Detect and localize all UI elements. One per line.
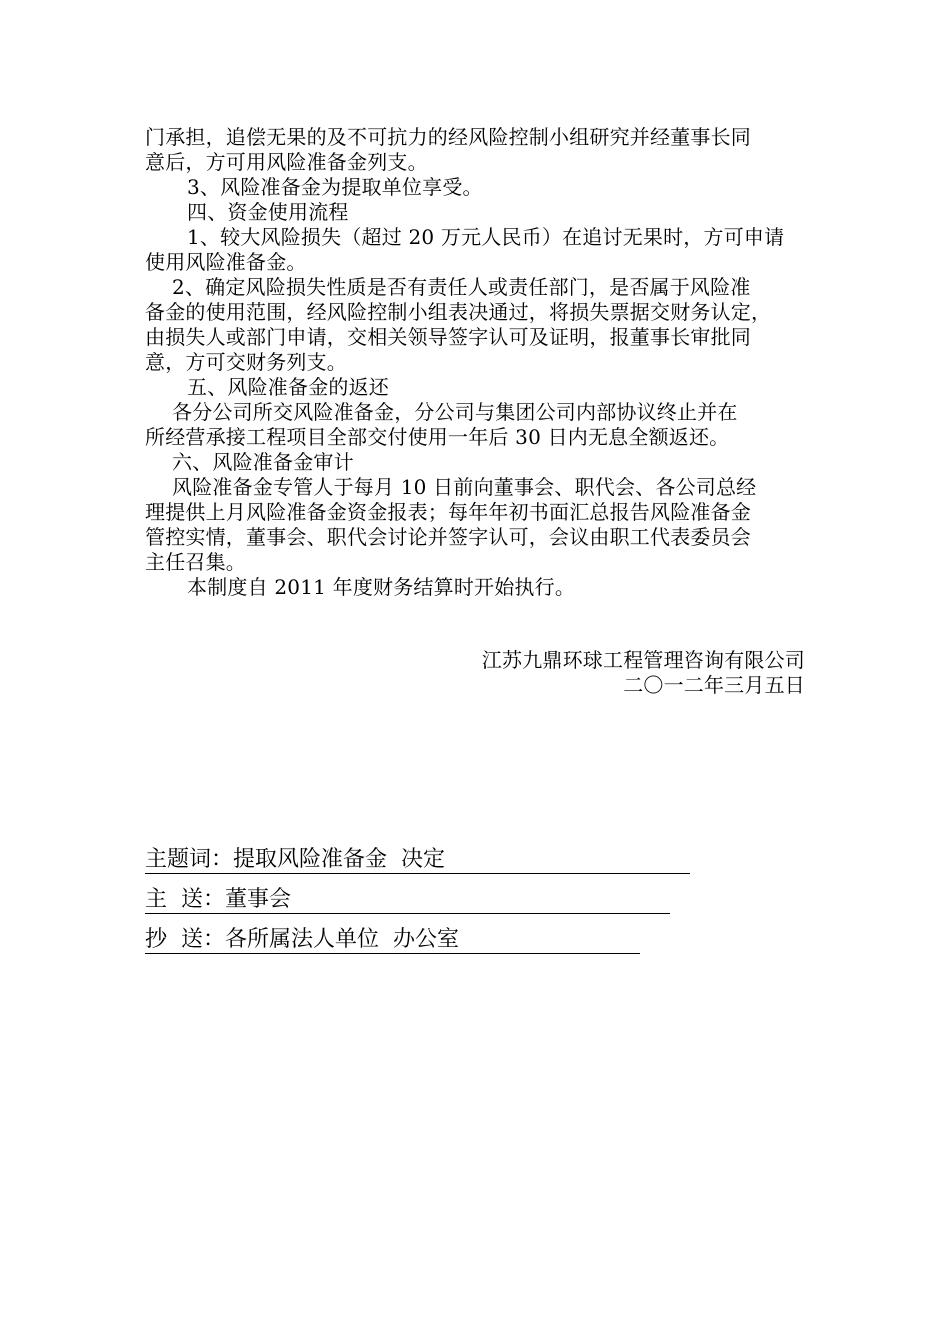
body-line: 意，方可交财务列支。 — [145, 350, 347, 374]
body-line: 理提供上月风险准备金资金报表；每年年初书面汇总报告风险准备金 — [145, 500, 751, 524]
body-line: 1、较大风险损失（超过 20 万元人民币）在追讨无果时，方可申请 — [187, 225, 785, 249]
body-line: 本制度自 2011 年度财务结算时开始执行。 — [187, 575, 576, 599]
body-line: 意后，方可用风险准备金列支。 — [145, 150, 428, 174]
section-heading: 五、风险准备金的返还 — [187, 375, 389, 399]
body-line: 2、确定风险损失性质是否有责任人或责任部门，是否属于风险准 — [172, 275, 751, 299]
body-line: 门承担，追偿无果的及不可抗力的经风险控制小组研究并经董事长同 — [145, 125, 751, 149]
body-line: 由损失人或部门申请，交相关领导签字认可及证明，报董事长审批同 — [145, 325, 751, 349]
keywords-line: 主题词：提取风险准备金 决定 — [145, 845, 690, 874]
signature-date: 二〇一二年三月五日 — [623, 673, 805, 697]
body-line: 各分公司所交风险准备金，分公司与集团公司内部协议终止并在 — [172, 400, 738, 424]
body-line: 所经营承接工程项目全部交付使用一年后 30 日内无息全额返还。 — [145, 425, 730, 449]
main-send-line: 主 送：董事会 — [145, 885, 670, 914]
body-line: 风险准备金专管人于每月 10 日前向董事会、职代会、各公司总经 — [172, 475, 757, 499]
body-line: 3、风险准备金为提取单位享受。 — [187, 175, 483, 199]
body-line: 主任召集。 — [145, 550, 246, 574]
body-line: 管控实情，董事会、职代会讨论并签字认可，会议由职工代表委员会 — [145, 525, 751, 549]
section-heading: 四、资金使用流程 — [187, 200, 349, 224]
body-line: 备金的使用范围，经风险控制小组表决通过，将损失票据交财务认定， — [145, 300, 772, 324]
body-line: 使用风险准备金。 — [145, 250, 307, 274]
section-heading: 六、风险准备金审计 — [172, 450, 354, 474]
copy-send-line: 抄 送：各所属法人单位 办公室 — [145, 925, 640, 954]
signature-company: 江苏九鼎环球工程管理咨询有限公司 — [481, 648, 805, 672]
